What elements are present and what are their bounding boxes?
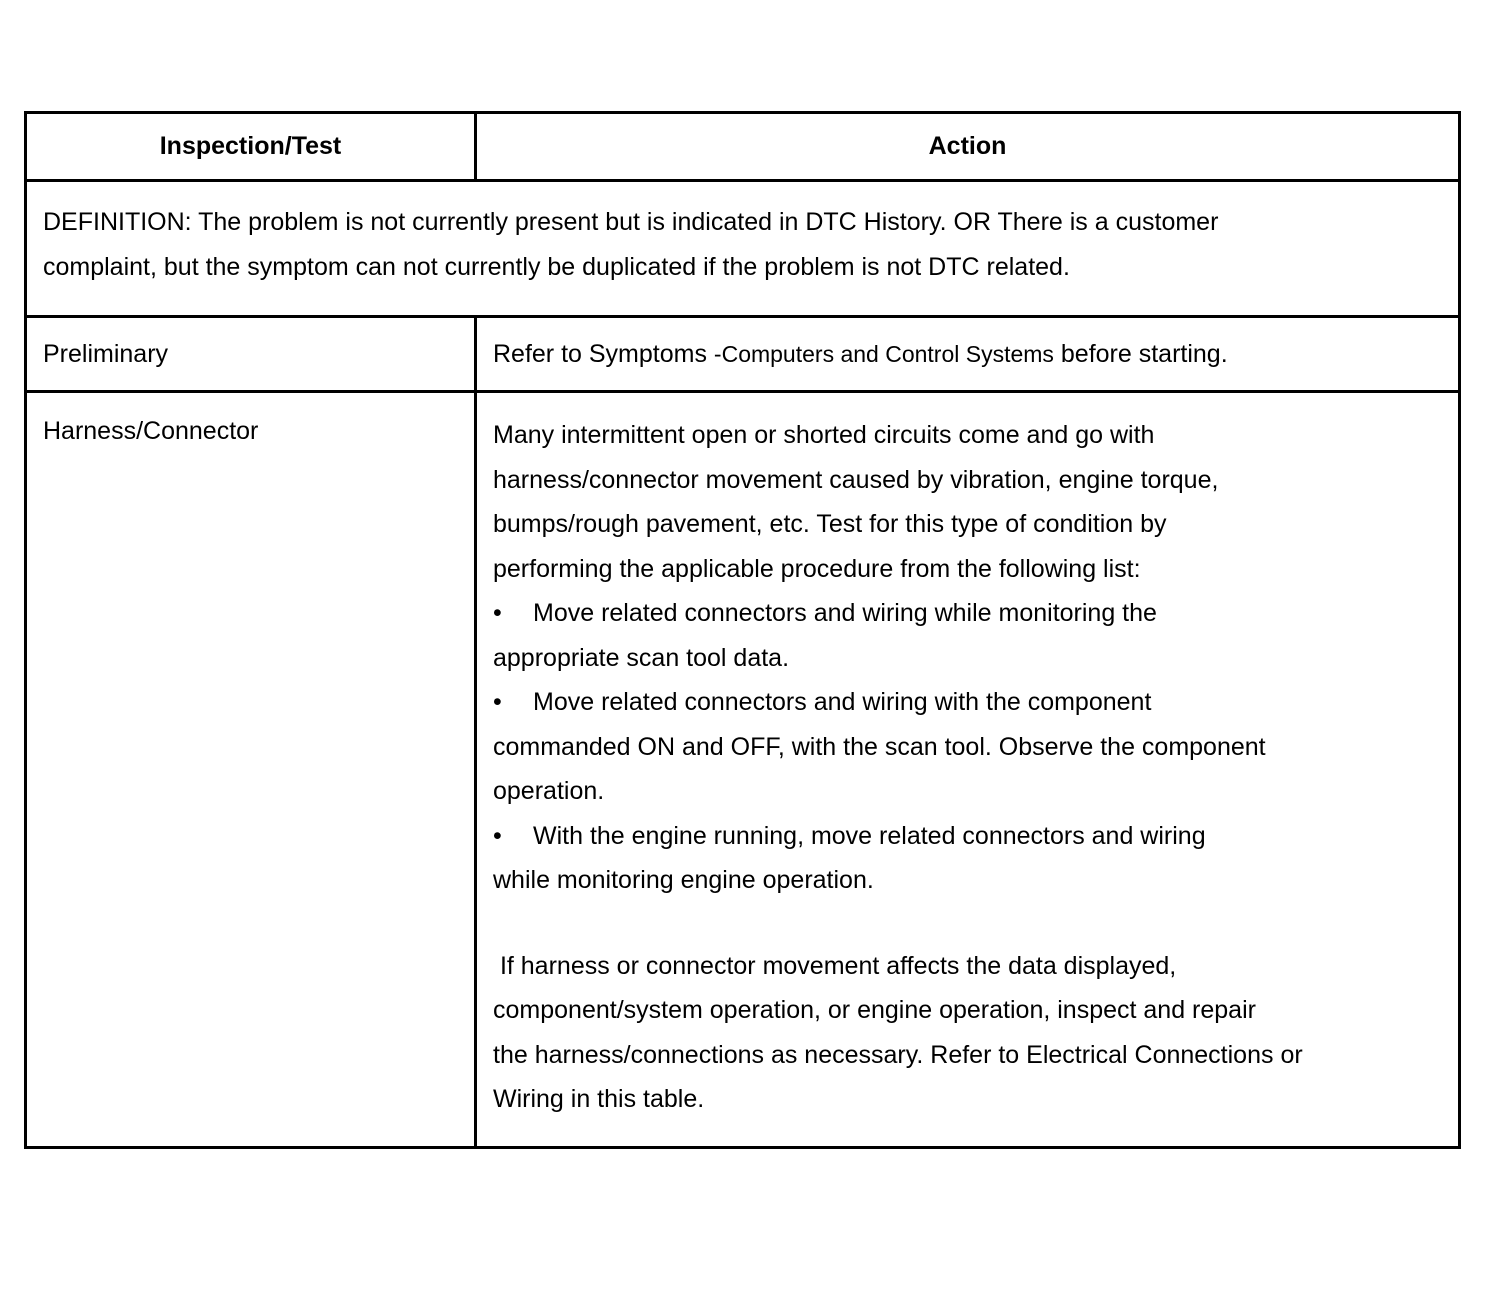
definition-cell [26,181,1460,317]
closing-line: If harness or connector movement affects the data displayed, [493,951,1177,980]
closing-line: component/system operation, or engine operation, inspect and repair [493,996,1256,1024]
closing-line: Wiring in this table. [493,1085,705,1113]
diagnostic-table [24,111,1461,1149]
bullet-item [493,591,1438,636]
definition-text-line-1: DEFINITION: The problem is not currently present but is indicated in DTC History. OR There is a customer [43,208,1219,236]
preliminary-action-reference: Computers and Control Systems [721,340,1054,367]
harness-connector-action [476,392,1460,1148]
spacer [493,903,1438,944]
bullet-continuation: while monitoring engine operation. [493,866,874,894]
closing-line: the harness/connections as necessary. Refer to Electrical Connections or [493,1040,1303,1069]
preliminary-action-dash: - [713,340,722,367]
bullet-continuation: appropriate scan tool data. [493,643,790,672]
preliminary-action-prefix: Refer to Symptoms [493,339,707,368]
bullet-symbol: • [493,599,502,627]
bullet-continuation: operation. [493,777,605,805]
definition-row [26,181,1460,317]
header-row [26,113,1460,181]
bullet-text: Move related connectors and wiring with the component [533,688,1152,716]
harness-connector-row [26,392,1460,1148]
preliminary-label: Preliminary [26,317,476,392]
intro-line: performing the applicable procedure from the following list: [493,554,1141,583]
preliminary-action-suffix: before starting. [1060,339,1228,368]
header-action: Action [476,113,1460,181]
definition-text-line-2: complaint, but the symptom can not currently be duplicated if the problem is not DTC related. [43,253,1070,281]
bullet-text: With the engine running, move related connectors and wiring [533,821,1206,850]
intro-line: harness/connector movement caused by vibration, engine torque, [493,465,1219,494]
header-inspection-test: Inspection/Test [26,113,476,181]
intro-line: Many intermittent open or shorted circuits come and go with [493,421,1155,449]
bullet-symbol: • [493,821,502,850]
bullet-item [493,680,1438,725]
intro-line: bumps/rough pavement, etc. Test for this type of condition by [493,510,1167,538]
preliminary-row [26,317,1460,392]
preliminary-action [476,317,1460,392]
bullet-item [493,814,1438,859]
bullet-continuation: commanded ON and OFF, with the scan tool. Observe the component [493,732,1266,761]
bullet-text: Move related connectors and wiring while monitoring the [533,599,1157,627]
bullet-symbol: • [493,688,502,716]
harness-connector-label: Harness/Connector [26,392,476,1148]
